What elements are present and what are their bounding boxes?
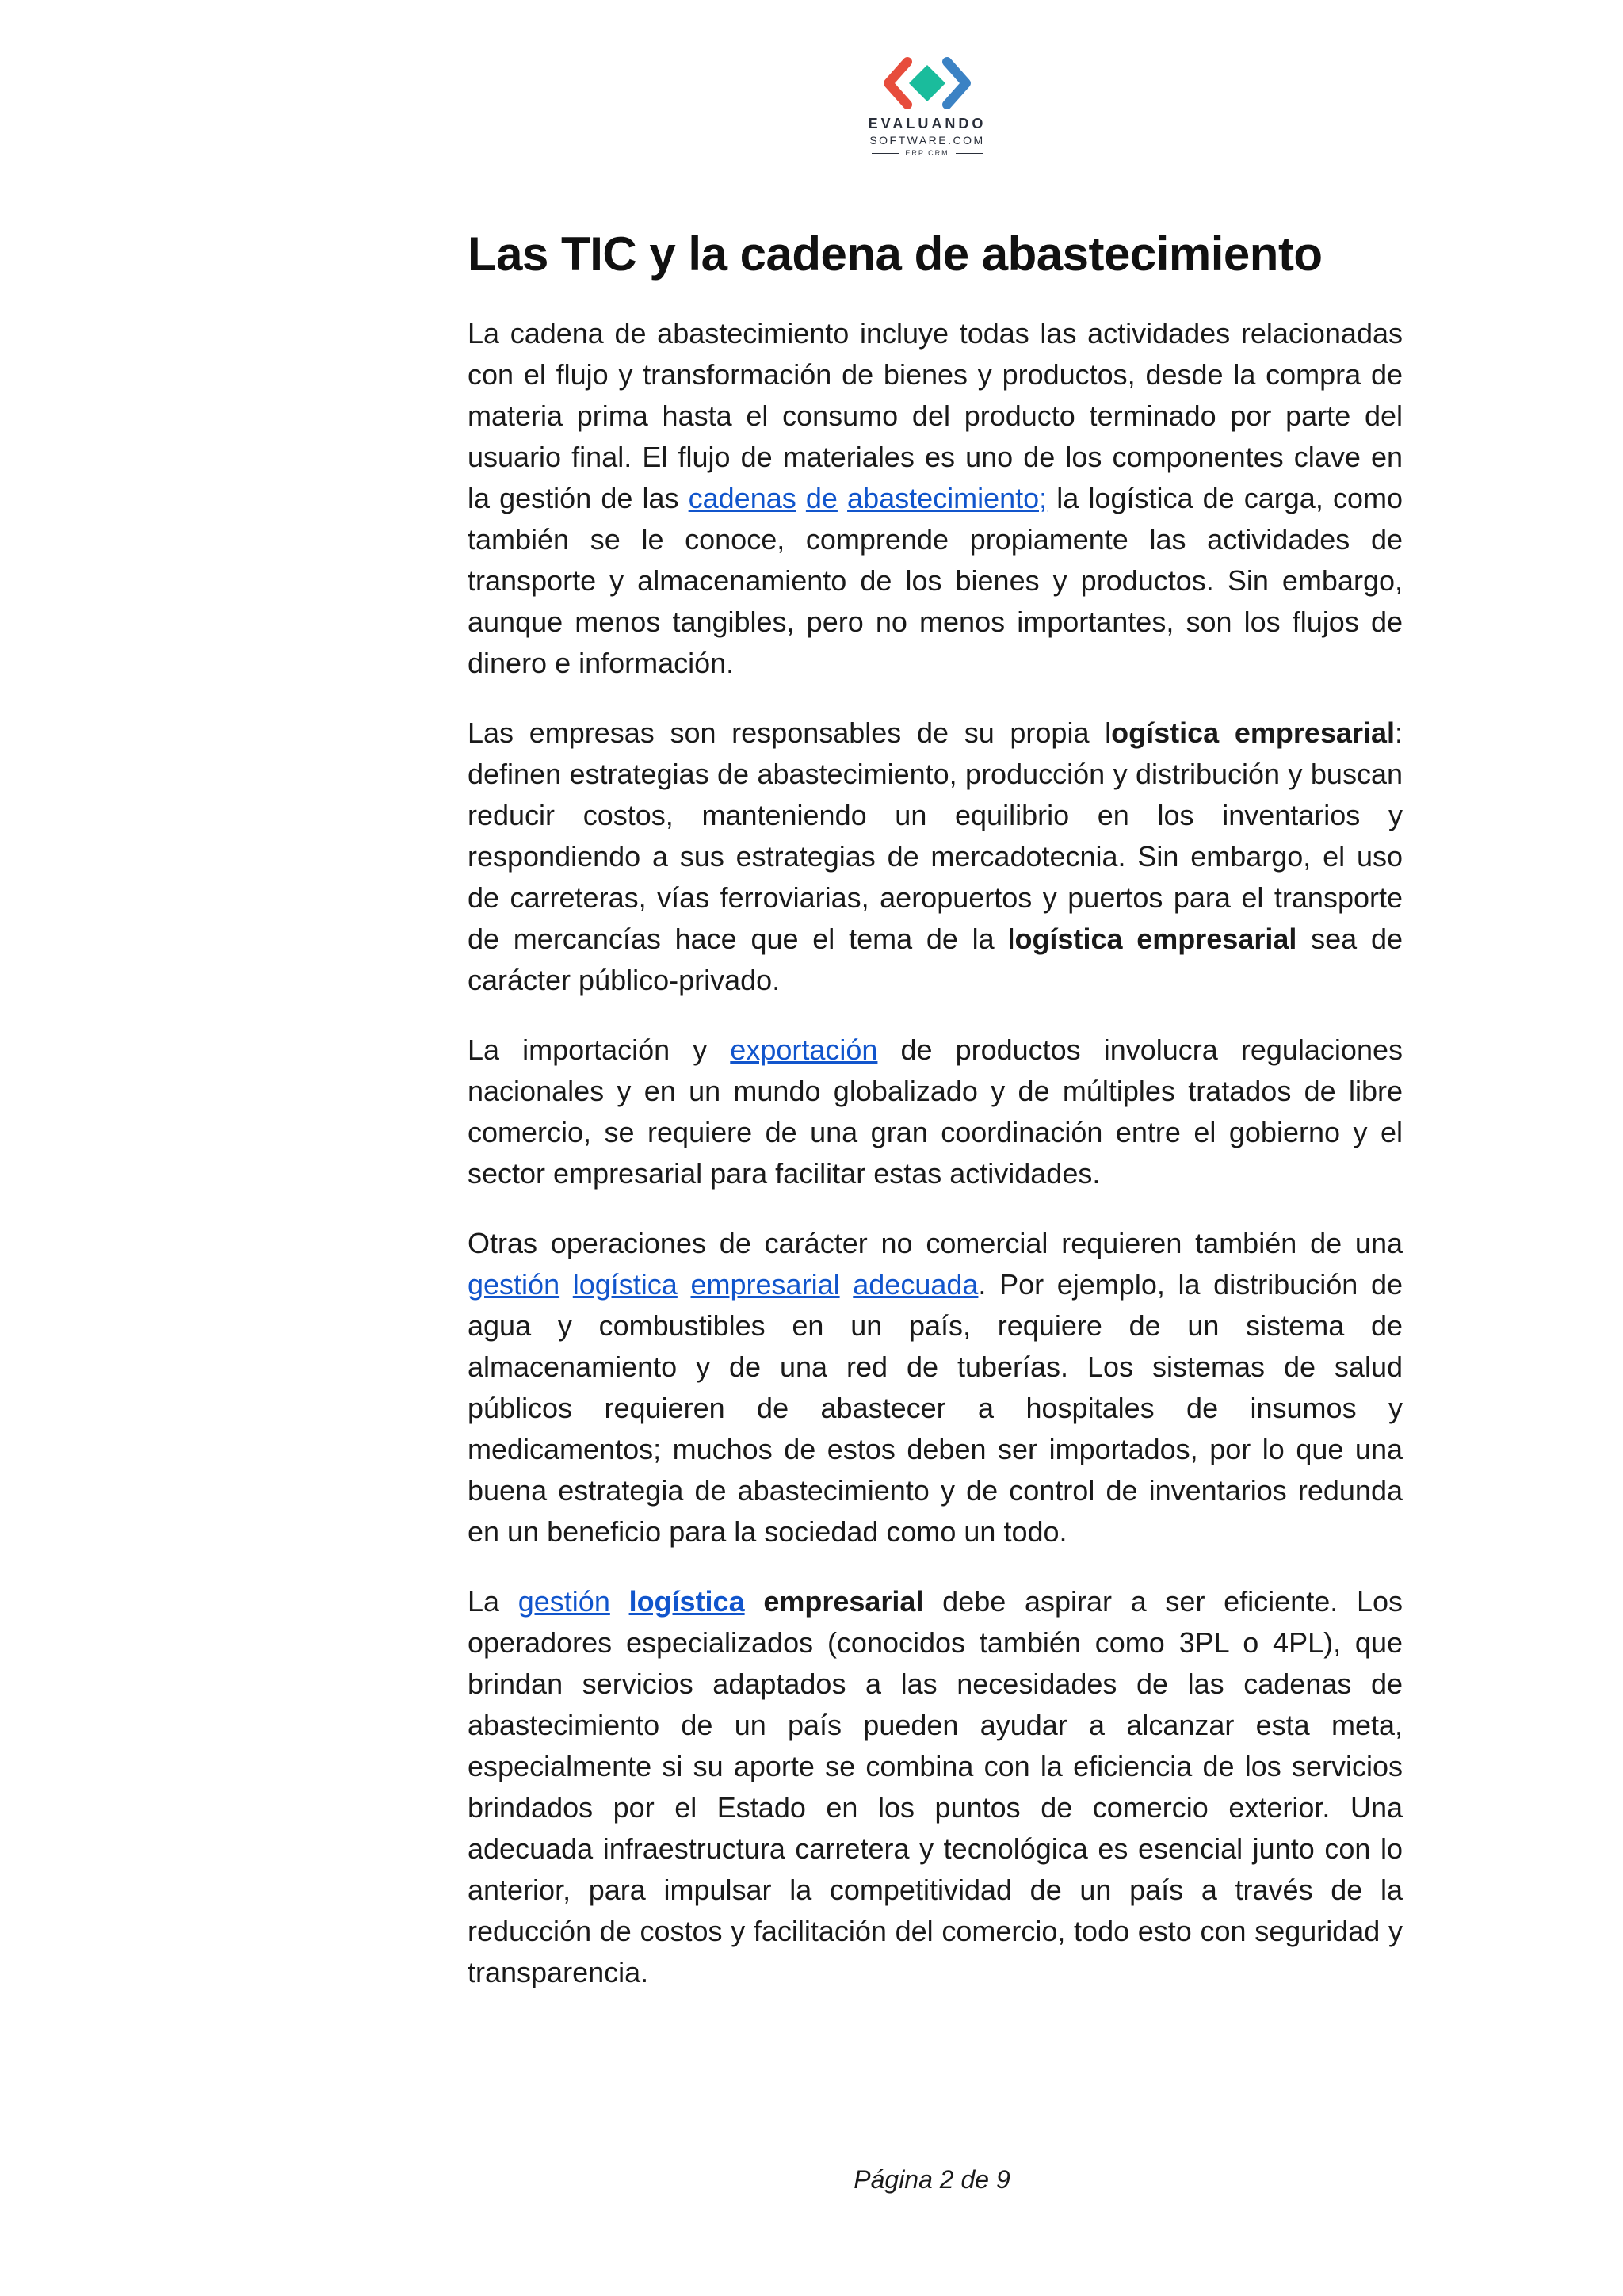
text-run: La — [468, 1585, 518, 1618]
space — [796, 482, 806, 514]
link-empresarial[interactable]: empresarial — [690, 1268, 840, 1301]
paragraph-1 — [468, 313, 1403, 684]
link-abastecimiento[interactable]: abastecimiento; — [847, 482, 1048, 514]
paragraph-2 — [468, 712, 1403, 1001]
logo-rule-left — [872, 153, 899, 154]
text-run: la logística de carga, como también se le conoce, comprende propiamente las actividades de transporte y almacenamiento de los bienes y productos. Sin embargo, aunque menos tangibles, pero no menos importantes, son los flujos de dinero e información. — [468, 482, 1403, 679]
space — [745, 1585, 764, 1618]
logo-mark-icon — [876, 55, 979, 111]
space — [559, 1268, 573, 1301]
text-run: Las empresas son responsables de su propia l — [468, 716, 1112, 749]
bold-text: ogística empresarial — [1111, 716, 1395, 749]
paragraph-3 — [468, 1030, 1403, 1194]
link-cadenas[interactable]: cadenas — [688, 482, 796, 514]
link-exportacion[interactable]: exportación — [730, 1033, 878, 1066]
link-de[interactable]: de — [805, 482, 838, 514]
paragraph-5 — [468, 1581, 1403, 1993]
logo-tagline: ERP CRM — [905, 149, 949, 157]
link-logistica[interactable]: logística — [572, 1268, 678, 1301]
space — [678, 1268, 691, 1301]
text-run: : definen estrategias de abastecimiento, producción y distribución y buscan reducir costos, manteniendo un equilibrio en los inventarios y respondiendo a sus estrategias de mercadotecnia. Sin embargo, el uso de carreteras, vías ferroviarias, aeropuertos y puertos para el transporte de mercancías hace que el tema de la l — [468, 716, 1403, 955]
text-run: Otras operaciones de carácter no comercial requieren también de una — [468, 1227, 1403, 1259]
space — [610, 1585, 629, 1618]
logo-text-erp-crm — [856, 149, 999, 157]
link-gestion[interactable]: gestión — [468, 1268, 560, 1301]
space — [838, 482, 847, 514]
document-body — [468, 226, 1403, 2022]
paragraph-4 — [468, 1223, 1403, 1553]
text-run: sea de carácter público-privado. — [468, 923, 1403, 996]
page-number: Página 2 de 9 — [854, 2165, 1010, 2194]
logo-text-evaluando: EVALUANDO — [868, 116, 987, 132]
text-run: . Por ejemplo, la distribución de agua y combustibles en un país, requiere de un sistema de almacenamiento y de una red de tuberías. Los sistemas de salud públicos requieren de abastecer a hospitales de insumos y medicamentos; muchos de estos deben ser importados, por lo que una buena estrategia de abastecimiento y de control de inventarios redunda en un beneficio para la sociedad como un todo. — [468, 1268, 1403, 1548]
bold-text: empresarial — [763, 1585, 924, 1618]
text-run: La importación y — [468, 1033, 731, 1066]
space — [840, 1268, 854, 1301]
text-run: debe aspirar a ser eficiente. Los operadores especializados (conocidos también como 3PL o 4PL), que brindan servicios adaptados a las necesidades de las cadenas de abastecimiento de un país pueden ayudar a alcanzar esta meta, especialmente si su aporte se combina con la eficiencia de los servicios brindados por el Estado en los puntos de comercio exterior. Una adecuada infraestructura carretera y tecnológica es esencial junto con lo anterior, para impulsar la competitividad de un país a través de la reducción de costos y facilitación del comercio, todo esto con seguridad y transparencia. — [468, 1585, 1403, 1988]
text-run: de productos involucra regulaciones nacionales y en un mundo globalizado y de múltiples tratados de libre comercio, se requiere de una gran coordinación entre el gobierno y el sector empresarial para facilitar estas actividades. — [468, 1033, 1403, 1190]
logo-text-software: SOFTWARE.COM — [869, 134, 985, 147]
link-gestion-2[interactable]: gestión — [517, 1585, 610, 1618]
bold-text: ogística empresarial — [1014, 923, 1297, 955]
link-logistica-2[interactable]: logística — [628, 1585, 745, 1618]
text-run: La cadena de abastecimiento incluye todas las actividades relacionadas con el flujo y transformación de bienes y productos, desde la compra de materia prima hasta el consumo del producto terminado por parte del usuario final. El flujo de materiales es uno de los componentes clave en la gestión de las — [468, 317, 1403, 514]
link-adecuada[interactable]: adecuada — [853, 1268, 979, 1301]
company-logo — [856, 55, 999, 157]
page-title: Las TIC y la cadena de abastecimiento — [468, 227, 1323, 281]
logo-rule-right — [956, 153, 983, 154]
